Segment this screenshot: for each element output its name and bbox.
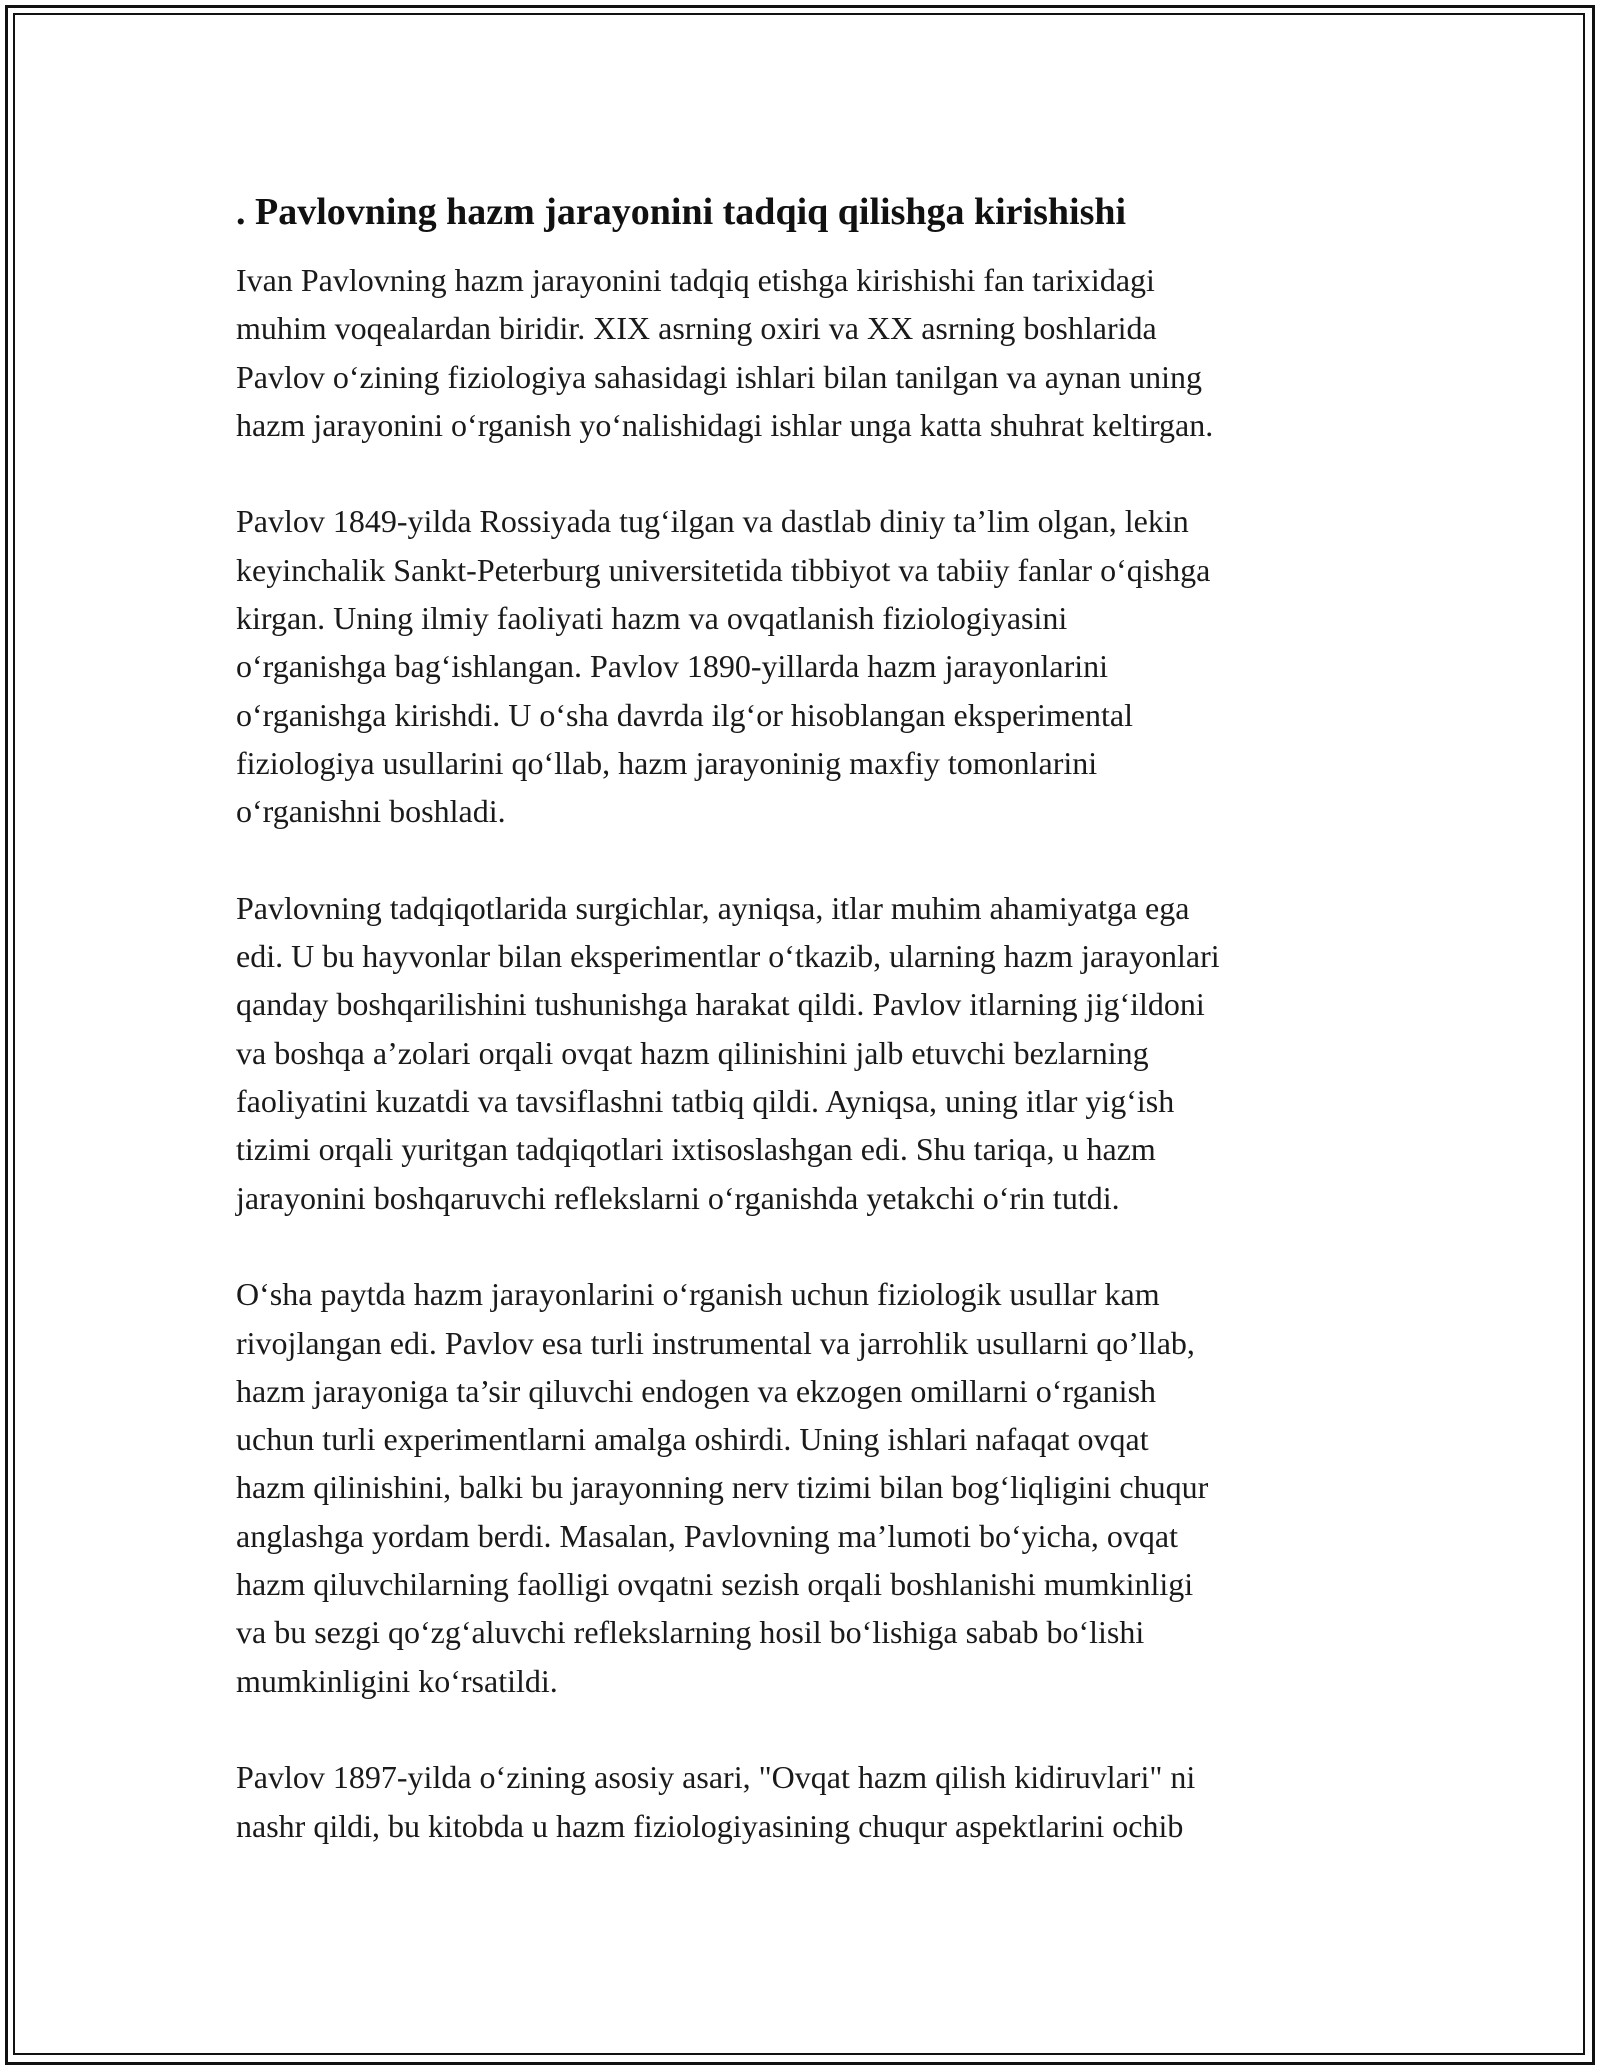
- text-line: fiziologiya usullarini qo‘llab, hazm jarayoninig maxfiy tomonlarini: [236, 744, 1098, 781]
- text-line: Pavlov 1849-yilda Rossiyada tug‘ilgan va dastlab diniy ta’lim olgan, lekin: [236, 503, 1189, 540]
- text-line: jarayonini boshqaruvchi reflekslarni o‘rganishda yetakchi o‘rin tutdi.: [236, 1179, 1120, 1216]
- text-line: qanday boshqarilishini tushunishga harakat qildi. Pavlov itlarning jig‘ildoni: [236, 986, 1205, 1023]
- text-line: O‘sha paytda hazm jarayonlarini o‘rganish uchun fiziologik usullar kam: [236, 1276, 1160, 1313]
- text-line: nashr qildi, bu kitobda u hazm fiziologiyasining chuqur aspektlarini ochib: [236, 1807, 1184, 1844]
- text-line: rivojlangan edi. Pavlov esa turli instrumental va jarrohlik usullarni qo’llab,: [236, 1324, 1195, 1361]
- text-line: hazm jarayoniga ta’sir qiluvchi endogen va ekzogen omillarni o‘rganish: [236, 1372, 1157, 1409]
- text-line: hazm qilinishini, balki bu jarayonning nerv tizimi bilan bog‘liqligini chuqur: [236, 1469, 1209, 1506]
- text-line: tizimi orqali yuritgan tadqiqotlari ixtisoslashgan edi. Shu tariqa, u hazm: [236, 1131, 1156, 1168]
- text-line: mumkinligini ko‘rsatildi.: [236, 1662, 558, 1699]
- text-line: o‘rganishga bag‘ishlangan. Pavlov 1890-yillarda hazm jarayonlarini: [236, 648, 1109, 685]
- paragraph-4: [236, 1270, 1386, 1705]
- text-line: Pavlovning tadqiqotlarida surgichlar, ayniqsa, itlar muhim ahamiyatga ega: [236, 889, 1190, 926]
- text-line: Pavlov 1897-yilda o‘zining asosiy asari, "Ovqat hazm qilish kidiruvlari" ni: [236, 1759, 1196, 1796]
- text-line: keyinchalik Sankt-Peterburg universitetida tibbiyot va tabiiy fanlar o‘qishga: [236, 551, 1211, 588]
- text-line: hazm jarayonini o‘rganish yo‘nalishidagi ishlar unga katta shuhrat keltirgan.: [236, 406, 1214, 443]
- paragraph-3: [236, 884, 1386, 1222]
- text-line: edi. U bu hayvonlar bilan eksperimentlar o‘tkazib, ularning hazm jarayonlari: [236, 938, 1220, 975]
- paragraph-2: [236, 497, 1386, 835]
- text-line: hazm qiluvchilarning faolligi ovqatni sezish orqali boshlanishi mumkinligi: [236, 1566, 1194, 1603]
- text-line: o‘rganishga kirishdi. U o‘sha davrda ilg‘or hisoblangan eksperimental: [236, 696, 1133, 733]
- paragraph-1: [236, 256, 1386, 449]
- text-line: va boshqa a’zolari orqali ovqat hazm qilinishini jalb etuvchi bezlarning: [236, 1034, 1149, 1071]
- text-line: o‘rganishni boshladi.: [236, 793, 506, 830]
- text-line: va bu sezgi qo‘zg‘aluvchi reflekslarning hosil bo‘lishiga sabab bo‘lishi: [236, 1614, 1145, 1651]
- text-line: Pavlov o‘zining fiziologiya sahasidagi ishlari bilan tanilgan va aynan uning: [236, 358, 1202, 395]
- paragraph-5: [236, 1753, 1386, 1850]
- text-line: Ivan Pavlovning hazm jarayonini tadqiq etishga kirishishi fan tarixidagi: [236, 262, 1155, 298]
- text-line: muhim voqealardan biridir. XIX asrning oxiri va XX asrning boshlarida: [236, 310, 1157, 347]
- text-line: anglashga yordam berdi. Masalan, Pavlovning ma’lumoti bo‘yicha, ovqat: [236, 1517, 1178, 1554]
- text-line: faoliyatini kuzatdi va tavsiflashni tatbiq qildi. Ayniqsa, uning itlar yig‘ish: [236, 1083, 1175, 1120]
- text-line: kirgan. Uning ilmiy faoliyati hazm va ovqatlanish fiziologiyasini: [236, 600, 1068, 637]
- text-line: uchun turli experimentlarni amalga oshirdi. Uning ishlari nafaqat ovqat: [236, 1421, 1149, 1458]
- document-body: [236, 188, 1386, 1898]
- document-title: . Pavlovning hazm jarayonini tadqiq qilishga kirishishi: [236, 191, 1127, 233]
